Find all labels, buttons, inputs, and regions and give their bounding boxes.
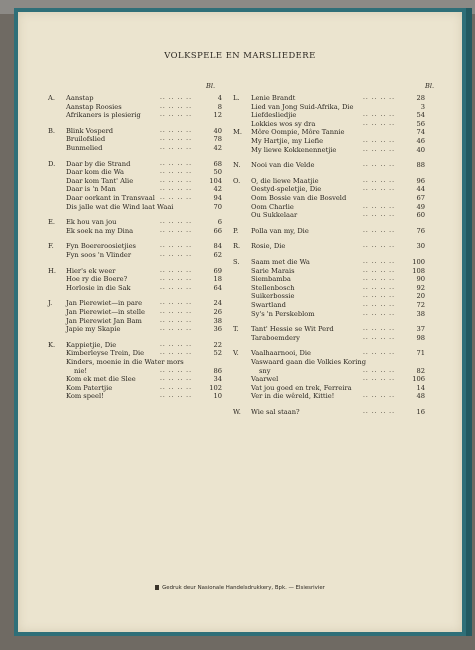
leader-dots: .. .. .. ..: [363, 266, 395, 274]
index-entry-title: Ver in die wêreld, Kittie!: [251, 392, 335, 401]
leader-dots: .. .. .. ..: [363, 111, 395, 119]
index-entry-title: Vat jou goed en trek, Ferreira: [251, 383, 352, 392]
index-entry-page: 49: [416, 202, 425, 211]
index-entry-title: Daar is 'n Man: [66, 185, 116, 194]
index-letter: K.: [48, 340, 56, 349]
index-page: [18, 12, 462, 632]
leader-dots: .. .. .. ..: [363, 211, 395, 219]
leader-dots: .. .. .. ..: [363, 242, 395, 250]
index-entry-page: 92: [416, 283, 425, 292]
index-letter: O.: [233, 176, 241, 185]
index-letter: D.: [48, 159, 56, 168]
index-entry-title: Daar kom die Wa: [66, 168, 124, 177]
leader-dots: .. .. .. ..: [363, 119, 395, 127]
leader-dots: .. .. .. ..: [160, 299, 192, 307]
index-entry-page: 64: [213, 283, 222, 292]
leader-dots: .. .. .. ..: [160, 144, 192, 151]
index-entry-page: 84: [213, 242, 222, 251]
index-entry-page: 100: [412, 258, 425, 266]
index-entry-title: Sy's 'n Perskeblom: [251, 309, 315, 318]
leader-dots: .. .. .. ..: [160, 176, 192, 184]
index-entry-page: 44: [416, 185, 425, 194]
leader-dots: .. .. .. ..: [363, 366, 395, 374]
index-letter: N.: [233, 161, 241, 170]
index-entry-title: Tant' Hessie se Wit Perd: [251, 325, 334, 334]
index-entry-page: 22: [213, 340, 222, 349]
index-entry-page: 48: [416, 392, 425, 401]
index-entry-page: 108: [412, 266, 425, 275]
index-entry-title: Taraboemdery: [251, 333, 300, 342]
index-entry-page: 46: [416, 137, 425, 145]
index-entry-title: Môre Oompie, Môre Tannie: [251, 128, 345, 137]
leader-dots: .. .. .. ..: [160, 316, 192, 324]
index-entry-title: Blink Vosperd: [66, 126, 114, 135]
index-letter: P.: [233, 226, 239, 235]
cover-edge: [466, 8, 472, 636]
index-entry-page: 56: [416, 119, 425, 128]
index-entry-page: 90: [416, 275, 425, 284]
leader-dots: .. .. .. ..: [160, 383, 192, 391]
index-entry-page: 74: [416, 128, 425, 137]
index-entry-title: Ek hou van jou: [66, 218, 117, 227]
index-entry-title: Siembamba: [251, 275, 291, 284]
index-entry-title: Jan Pierewiet—in pare: [66, 299, 143, 308]
index-entry-title: Kom ek met die Slee: [66, 375, 136, 384]
printer-footer: [18, 585, 462, 591]
index-entry-title: Nooi van die Velde: [251, 161, 315, 170]
leader-dots: .. .. .. ..: [160, 366, 192, 374]
index-entry-title: Kom Patertjie: [66, 383, 113, 392]
leader-dots: .. .. .. ..: [160, 226, 192, 234]
index-entry-title: Kappietjie, Die: [66, 340, 117, 349]
leader-dots: .. .. .. ..: [160, 218, 192, 226]
leader-dots: .. .. .. ..: [363, 333, 395, 341]
index-entry-page: 98: [416, 333, 425, 342]
index-letter: F.: [48, 242, 54, 251]
index-entry-page: 12: [213, 111, 222, 120]
leader-dots: .. .. .. ..: [160, 168, 192, 176]
index-letter: A.: [48, 94, 55, 102]
index-entry-title: Kinders, moenie in die Water mors: [66, 358, 184, 366]
leader-dots: .. .. .. ..: [160, 135, 192, 143]
index-letter: J.: [48, 299, 53, 308]
index-letter: L.: [233, 94, 240, 102]
index-entry-title: Lied van Jong Suid-Afrika, Die: [251, 102, 354, 111]
leader-dots: .. .. .. ..: [363, 258, 395, 265]
leader-dots: .. .. .. ..: [363, 301, 395, 308]
index-entry-title: Ek soek na my Dina: [66, 226, 134, 235]
index-entry-page: 42: [213, 144, 222, 152]
leader-dots: .. .. .. ..: [160, 111, 192, 119]
index-entry-title: My Hartjie, my Liefie: [251, 137, 324, 145]
index-entry-title: Sarie Marais: [251, 266, 295, 275]
index-entry-title: Daar kom Tant' Alie: [66, 176, 134, 185]
index-entry-title: Hier's ek weer: [66, 266, 116, 275]
index-entry-page: 42: [213, 185, 222, 194]
index-entry-page: 37: [416, 325, 425, 334]
leader-dots: .. .. .. ..: [363, 161, 395, 169]
index-entry-page: 18: [213, 275, 222, 284]
index-entry-page: 4: [217, 94, 222, 102]
index-entry-title: Liefdesliedjie: [251, 111, 297, 120]
leader-dots: .. .. .. ..: [160, 251, 192, 258]
index-entry-title: Lokkies wos sy dra: [251, 119, 316, 128]
index-entry-page: 8: [217, 102, 222, 111]
leader-dots: .. .. .. ..: [160, 340, 192, 348]
leader-dots: .. .. .. ..: [363, 185, 395, 193]
leader-dots: .. .. .. ..: [363, 202, 395, 210]
index-entry-title: Vaswaard gaan die Volkies Koring: [251, 358, 366, 366]
left-page-column-label: Bl.: [206, 82, 216, 90]
index-letter: E.: [48, 218, 56, 227]
index-entry-page: 68: [213, 159, 222, 168]
printer-footer-text: Gedruk deur Nasionale Handelsdrukkery, Bpk. — Elsiesrivier: [162, 585, 325, 591]
leader-dots: .. .. .. ..: [363, 226, 395, 234]
index-letter: V.: [233, 349, 239, 358]
leader-dots: .. .. .. ..: [160, 266, 192, 274]
index-entry-title: Swartland: [251, 301, 286, 309]
leader-dots: .. .. .. ..: [160, 194, 192, 201]
index-entry-title: Aanstap Roosies: [66, 102, 122, 111]
index-entry-page: 10: [213, 392, 222, 401]
leader-dots: .. .. .. ..: [160, 349, 192, 357]
leader-dots: .. .. .. ..: [363, 375, 395, 383]
index-entry-title: Saam met die Wa: [251, 258, 310, 266]
index-entry-page: 106: [412, 375, 425, 384]
index-entry-page: 30: [416, 242, 425, 251]
index-entry-page: 78: [213, 135, 222, 144]
index-entry-page: 60: [416, 211, 425, 220]
index-entry-page: 72: [416, 301, 425, 309]
index-entry-page: 6: [217, 218, 222, 227]
leader-dots: .. .. .. ..: [363, 408, 395, 415]
index-letter: B.: [48, 126, 56, 135]
index-entry-title: Vaarwel: [251, 375, 279, 384]
index-letter: T.: [233, 325, 239, 334]
leader-dots: .. .. .. ..: [363, 94, 395, 101]
leader-dots: .. .. .. ..: [160, 392, 192, 400]
index-entry-title: O, die liewe Maatjie: [251, 176, 319, 185]
leader-dots: .. .. .. ..: [160, 126, 192, 134]
index-entry-page: 66: [213, 226, 222, 235]
index-entry-page: 94: [213, 194, 222, 202]
index-entry-page: 76: [416, 226, 425, 235]
leader-dots: .. .. .. ..: [160, 283, 192, 291]
index-entry-page: 71: [416, 349, 425, 358]
index-entry-title: My liewe Kokkenennetjie: [251, 145, 337, 154]
leader-dots: .. .. .. ..: [363, 392, 395, 400]
leader-dots: .. .. .. ..: [160, 242, 192, 250]
leader-dots: .. .. .. ..: [160, 325, 192, 333]
leader-dots: .. .. .. ..: [160, 102, 192, 110]
index-entry-title: Bruilofslied: [66, 135, 106, 144]
leader-dots: .. .. .. ..: [363, 145, 395, 153]
index-entry-title: Dis jalle wat die Wind laat Waai: [66, 202, 174, 211]
leader-dots: .. .. .. ..: [160, 275, 192, 283]
index-entry-title: Japie my Skapie: [66, 325, 121, 334]
index-entry-title: Fyn Boereroosietjies: [66, 242, 136, 251]
index-entry-page: 54: [416, 111, 425, 120]
leader-dots: .. .. .. ..: [363, 309, 395, 317]
index-entry-page: 38: [416, 309, 425, 318]
index-entry-title: sny: [259, 366, 271, 375]
index-entry-page: 28: [416, 94, 425, 102]
index-entry-title: Horlosie in die Sak: [66, 283, 131, 292]
leader-dots: .. .. .. ..: [160, 94, 192, 101]
index-letter: R.: [233, 242, 241, 251]
index-entry-title: Aanstap: [66, 94, 94, 102]
index-entry-page: 88: [416, 161, 425, 170]
leader-dots: .. .. .. ..: [160, 308, 192, 315]
leader-dots: .. .. .. ..: [160, 159, 192, 167]
index-entry-title: Oestyd-speletjie, Die: [251, 185, 322, 194]
index-entry-page: 52: [213, 349, 222, 358]
index-entry-page: 14: [416, 383, 425, 392]
index-entry-title: Stellenbosch: [251, 283, 295, 292]
index-entry-page: 38: [213, 316, 222, 325]
index-entry-title: Bunmelied: [66, 144, 103, 152]
index-entry-page: 20: [416, 292, 425, 301]
index-entry-page: 26: [213, 308, 222, 316]
index-entry-page: 102: [209, 383, 222, 392]
index-entry-page: 70: [213, 202, 222, 211]
index-entry-title: Suikerbossie: [251, 292, 295, 301]
index-entry-page: 104: [209, 176, 222, 185]
index-entry-title: Afrikaners is plesierig: [66, 111, 141, 120]
index-entry-title: Daar oorkant in Transvaal: [66, 194, 155, 202]
index-entry-title: Kom speel!: [66, 392, 104, 401]
index-entry-page: 96: [416, 176, 425, 185]
leader-dots: .. .. .. ..: [363, 325, 395, 333]
leader-dots: .. .. .. ..: [160, 375, 192, 383]
index-letter: S.: [233, 258, 240, 266]
index-entry-page: 40: [416, 145, 425, 154]
printer-mark-icon: [155, 585, 159, 590]
index-entry-page: 86: [213, 366, 222, 375]
index-entry-title: Jan Pierewiet Jan Bam: [66, 316, 142, 325]
index-letter: W.: [233, 408, 241, 416]
index-entry-title: Hoe ry die Boere?: [66, 275, 128, 284]
index-entry-title: Oom Bossie van die Bosveld: [251, 194, 347, 202]
leader-dots: .. .. .. ..: [363, 137, 395, 144]
index-entry-title: Daar by die Strand: [66, 159, 131, 168]
index-entry-page: 34: [213, 375, 222, 384]
leader-dots: .. .. .. ..: [160, 185, 192, 193]
index-letter: H.: [48, 266, 56, 275]
leader-dots: .. .. .. ..: [363, 349, 395, 357]
right-page-column-label: Bl.: [425, 82, 435, 90]
index-entry-title: Rosie, Die: [251, 242, 286, 251]
index-entry-page: 24: [213, 299, 222, 308]
index-entry-page: 82: [416, 366, 425, 375]
index-entry-page: 40: [213, 126, 222, 135]
leader-dots: .. .. .. ..: [363, 283, 395, 291]
leader-dots: .. .. .. ..: [363, 275, 395, 283]
index-entry-page: 69: [213, 266, 222, 275]
index-entry-title: Fyn soos 'n Vlinder: [66, 251, 132, 259]
index-entry-page: 62: [213, 251, 222, 259]
index-entry-title: Kimberleyse Trein, Die: [66, 349, 145, 358]
index-entry-page: 67: [416, 194, 425, 202]
index-entry-title: Polla van my, Die: [251, 226, 309, 235]
index-entry-page: 50: [213, 168, 222, 177]
index-entry-title: Wie sal staan?: [251, 408, 300, 416]
page-title: VOLKSPELE EN MARSLIEDERE: [164, 50, 316, 60]
index-entry-title: Jan Pierewiet—in stelle: [66, 308, 145, 316]
index-entry-title: nie!: [74, 366, 88, 375]
index-entry-title: Lenie Brandt: [251, 94, 296, 102]
index-letter: M.: [233, 128, 242, 137]
index-entry-title: Vaalhaarnooi, Die: [251, 349, 312, 358]
index-entry-page: 16: [416, 408, 425, 416]
index-entry-page: 3: [420, 102, 425, 111]
index-entry-page: 36: [213, 325, 222, 334]
index-entry-title: Ou Sukkelaar: [251, 211, 298, 220]
leader-dots: .. .. .. ..: [363, 176, 395, 184]
index-entry-title: Oom Charlie: [251, 202, 294, 211]
leader-dots: .. .. .. ..: [363, 292, 395, 300]
